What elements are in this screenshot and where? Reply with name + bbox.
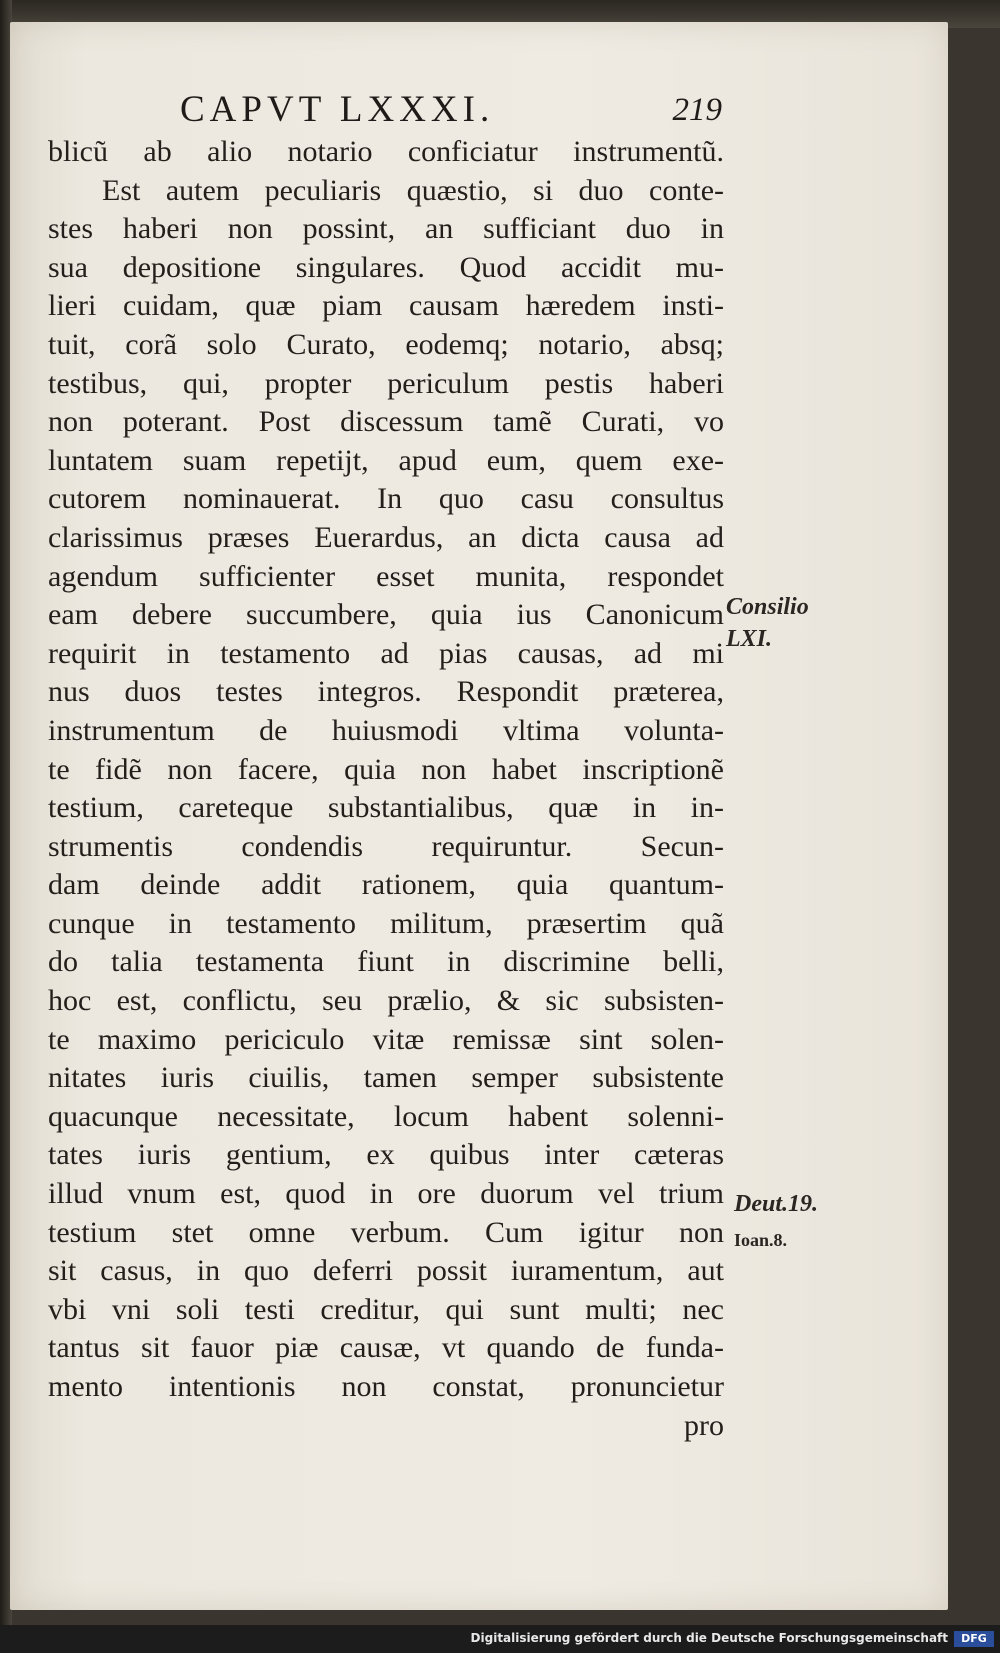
dfg-logo: DFG bbox=[954, 1631, 994, 1647]
text-line: Est autem peculiaris quæstio, si duo conte- bbox=[102, 173, 724, 207]
text-line: tantus sit fauor piæ causæ, vt quando de funda- bbox=[48, 1331, 724, 1365]
text-line: hoc est, conflictu, seu prælio, & sic subsisten- bbox=[48, 984, 724, 1018]
text-line: requirit in testamento ad pias causas, ad mi bbox=[48, 636, 724, 670]
text-line: quacunque necessitate, locum habent solenni- bbox=[48, 1099, 724, 1133]
text-line: blicũ ab alio notario conficiatur instrumentũ. bbox=[48, 135, 724, 168]
text-line: clarissimus præses Euerardus, an dicta causa ad bbox=[48, 520, 724, 554]
text-line: lieri cuidam, quæ piam causam hæredem insti- bbox=[48, 289, 724, 323]
text-line: te maximo periciculo vitæ remissæ sint solen- bbox=[48, 1022, 724, 1056]
text-line: eam debere succumbere, quia ius Canonicum bbox=[48, 598, 724, 632]
margin-note-line: Deut.19. bbox=[734, 1191, 818, 1217]
text-line: vbi vni soli testi creditur, qui sunt multi; nec bbox=[48, 1292, 724, 1326]
margin-note-line: Ioan.8. bbox=[734, 1230, 788, 1250]
running-head bbox=[168, 88, 728, 136]
text-line: tuit, corã solo Curato, eodemq; notario, absq; bbox=[48, 327, 724, 361]
text-line: testium, careteque substantialibus, quæ in in- bbox=[48, 791, 724, 825]
text-line: sit casus, in quo deferri possit iuramentum, aut bbox=[48, 1254, 724, 1288]
funding-credit: Digitalisierung gefördert durch die Deutsche Forschungsgemeinschaft bbox=[470, 1631, 948, 1645]
text-line: mento intentionis non constat, pronuncietur bbox=[48, 1370, 724, 1403]
text-line: agendum sufficienter esset munita, respondet bbox=[48, 559, 724, 593]
text-line: te fidẽ non facere, quia non habet inscriptionẽ bbox=[48, 752, 724, 786]
text-line: instrumentum de huiusmodi vltima volunta- bbox=[48, 713, 724, 747]
text-line: sua depositione singulares. Quod accidit mu- bbox=[48, 250, 724, 284]
margin-note-line: LXI. bbox=[726, 626, 773, 652]
text-line: cutorem nominauerat. In quo casu consultus bbox=[48, 482, 724, 516]
body-text bbox=[48, 133, 724, 1445]
digitization-footer bbox=[0, 1625, 1000, 1653]
text-line: non poterant. Post discessum tamẽ Curati, vo bbox=[48, 405, 724, 439]
text-line: nitates iuris ciuilis, tamen semper subsistente bbox=[48, 1061, 724, 1095]
text-line: tates iuris gentium, ex quibus inter cæteras bbox=[48, 1138, 724, 1172]
text-line: nus duos testes integros. Respondit præterea, bbox=[48, 675, 724, 709]
text-line: strumentis condendis requiruntur. Secun- bbox=[48, 829, 724, 863]
page-number: 219 bbox=[672, 92, 722, 128]
catchword: pro bbox=[684, 1408, 724, 1442]
text-line: testibus, qui, propter periculum pestis haberi bbox=[48, 366, 724, 400]
text-line: cunque in testamento militum, præsertim quã bbox=[48, 906, 724, 940]
text-line: dam deinde addit rationem, quia quantum- bbox=[48, 868, 724, 902]
text-line: stes haberi non possint, an sufficiant duo in bbox=[48, 212, 724, 246]
margin-note-scripture bbox=[734, 1186, 818, 1258]
margin-note-consilio bbox=[726, 591, 809, 655]
text-line: testium stet omne verbum. Cum igitur non bbox=[48, 1215, 724, 1249]
text-line: illud vnum est, quod in ore duorum vel trium bbox=[48, 1177, 724, 1211]
running-title: CAPVT LXXXI. bbox=[180, 89, 495, 130]
margin-note-line: Consilio bbox=[726, 594, 809, 620]
text-line: do talia testamenta fiunt in discrimine belli, bbox=[48, 945, 724, 979]
text-line: luntatem suam repetijt, apud eum, quem exe- bbox=[48, 443, 724, 477]
